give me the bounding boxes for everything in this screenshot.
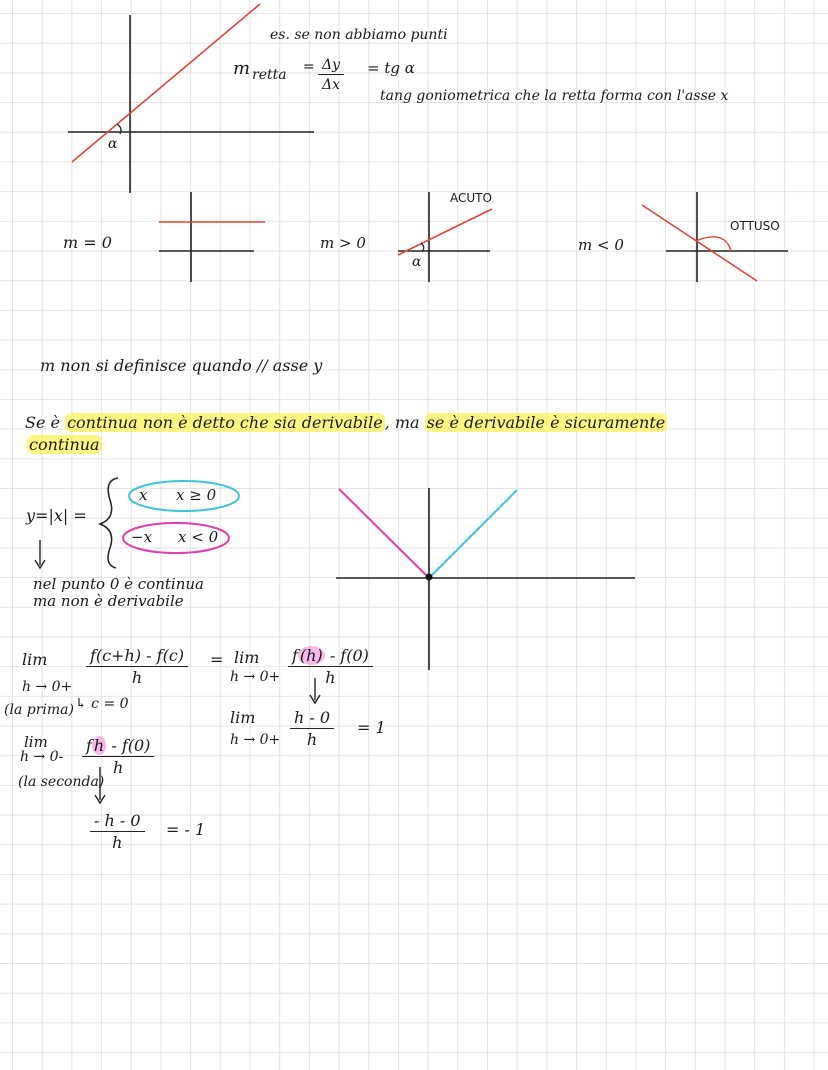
abs-function-lhs: y=|x| = <box>26 506 87 525</box>
lim5-den: h <box>112 833 123 852</box>
annotation-acuto: ACUTO <box>450 191 492 205</box>
lim4-f: f <box>86 736 92 755</box>
lim2-num <box>288 648 373 667</box>
lim4-word: lim <box>24 733 48 751</box>
delta-fraction <box>318 58 344 92</box>
lim1-num: f(c+h) - f(c) <box>86 648 188 667</box>
alpha-label: α <box>108 136 118 152</box>
lim3-word: lim <box>230 708 256 727</box>
graph-abs-x <box>336 488 635 670</box>
case-pos-expr: x <box>139 486 148 504</box>
case-label-m-positive: m > 0 <box>320 234 366 252</box>
case-label-m-negative: m < 0 <box>578 236 624 254</box>
sentence-highlight: continua <box>29 435 100 454</box>
sentence-highlight: se è derivabile è sicuramente <box>426 413 666 432</box>
lim1-sub: h → 0+ <box>22 679 73 695</box>
lim2-den: h <box>325 668 336 687</box>
lim4-sub: h → 0- <box>20 749 64 765</box>
lim1-den: h <box>131 668 143 687</box>
highlight-blob: h <box>93 736 105 755</box>
lim5-result: = - 1 <box>166 820 206 839</box>
lim1-word: lim <box>22 650 48 669</box>
lim2-sub: h → 0+ <box>230 669 281 685</box>
lim4-rest: - f(0) <box>111 736 151 755</box>
conclusion-line1: nel punto 0 è continua <box>33 575 204 593</box>
tan-explanation: tang goniometrica che la retta forma con l'asse x <box>380 88 729 104</box>
lim2-fraction <box>288 648 373 686</box>
slope-subscript: retta <box>252 67 287 83</box>
continuity-sentence <box>25 415 667 431</box>
lim2-word: lim <box>234 648 260 667</box>
lim3-num: h - 0 <box>290 710 334 729</box>
case-label-m-zero: m = 0 <box>63 233 112 252</box>
annotation-ottuso: OTTUSO <box>730 219 780 233</box>
slope-equals: = <box>303 59 315 75</box>
graph-m-negative <box>642 192 788 282</box>
slope-label: m <box>233 58 251 79</box>
sentence-part: Se è <box>25 413 66 432</box>
delta-y: Δy <box>318 58 344 75</box>
lim3-result: = 1 <box>357 718 386 737</box>
lim5-num: - h - 0 <box>90 813 145 832</box>
lim3-den: h <box>306 730 318 749</box>
lim5-fraction <box>90 813 145 851</box>
c-equals-zero: ↳ c = 0 <box>75 696 129 712</box>
delta-x: Δx <box>322 77 341 93</box>
lim4-den: h <box>113 758 124 777</box>
down-arrow-abs <box>35 540 45 568</box>
lim3-fraction <box>290 710 334 748</box>
conclusion-line2: ma non è derivabile <box>33 592 184 610</box>
case-pos-cond: x ≥ 0 <box>176 486 217 504</box>
sentence-highlight: continua non è detto che sia derivabile <box>67 413 383 432</box>
lim-equals: = <box>210 650 224 669</box>
tan-expression: = tg α <box>367 59 415 77</box>
first-label: (la prima) <box>4 702 74 718</box>
highlight-blob: (h) <box>299 646 323 665</box>
lim1-fraction <box>86 648 188 686</box>
sentence-part: , ma <box>384 413 425 432</box>
lim4-num <box>82 738 154 757</box>
lim3-sub: h → 0+ <box>230 732 281 748</box>
graph-m-zero <box>159 192 265 282</box>
case-neg-cond: x < 0 <box>178 528 219 546</box>
example-note: es. se non abbiamo punti <box>270 27 448 43</box>
lim2-f: f <box>292 646 298 665</box>
alpha-label-positive: α <box>412 254 422 270</box>
case-neg-expr: −x <box>131 528 153 546</box>
continuity-sentence-line2 <box>27 437 102 453</box>
piecewise-brace <box>100 478 239 568</box>
undefined-slope-note: m non si definisce quando // asse y <box>40 356 323 375</box>
second-label: (la seconda) <box>18 774 105 790</box>
lim4-fraction <box>82 738 154 776</box>
lim2-rest: - f(0) <box>329 646 369 665</box>
